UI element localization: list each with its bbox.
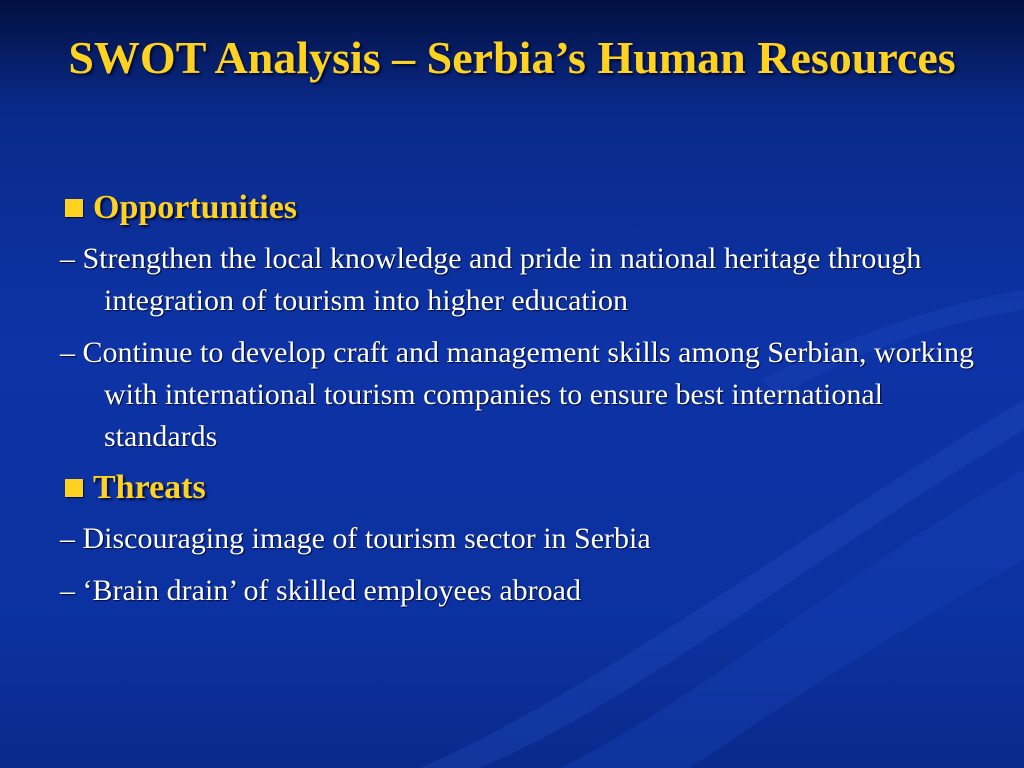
section-heading-opportunities (58, 186, 978, 230)
opportunities-heading-text: Opportunities (93, 189, 298, 226)
slide-title: SWOT Analysis – Serbia’s Human Resources (68, 32, 956, 83)
threats-heading-text: Threats (93, 469, 206, 506)
section-heading-threats (58, 466, 978, 510)
threat-item-2: – ‘Brain drain’ of skilled employees abroad (60, 574, 581, 607)
opportunity-item-1: – Strengthen the local knowledge and pride in national heritage through integration of tourism into higher education (60, 242, 922, 317)
opportunity-item-2: – Continue to develop craft and management skills among Serbian, working with international tourism companies to ensure best international standards (60, 336, 974, 453)
square-bullet-icon (65, 479, 83, 497)
threat-item-1: – Discouraging image of tourism sector in Serbia (60, 522, 651, 555)
slide-content (58, 186, 978, 612)
square-bullet-icon (65, 199, 83, 217)
